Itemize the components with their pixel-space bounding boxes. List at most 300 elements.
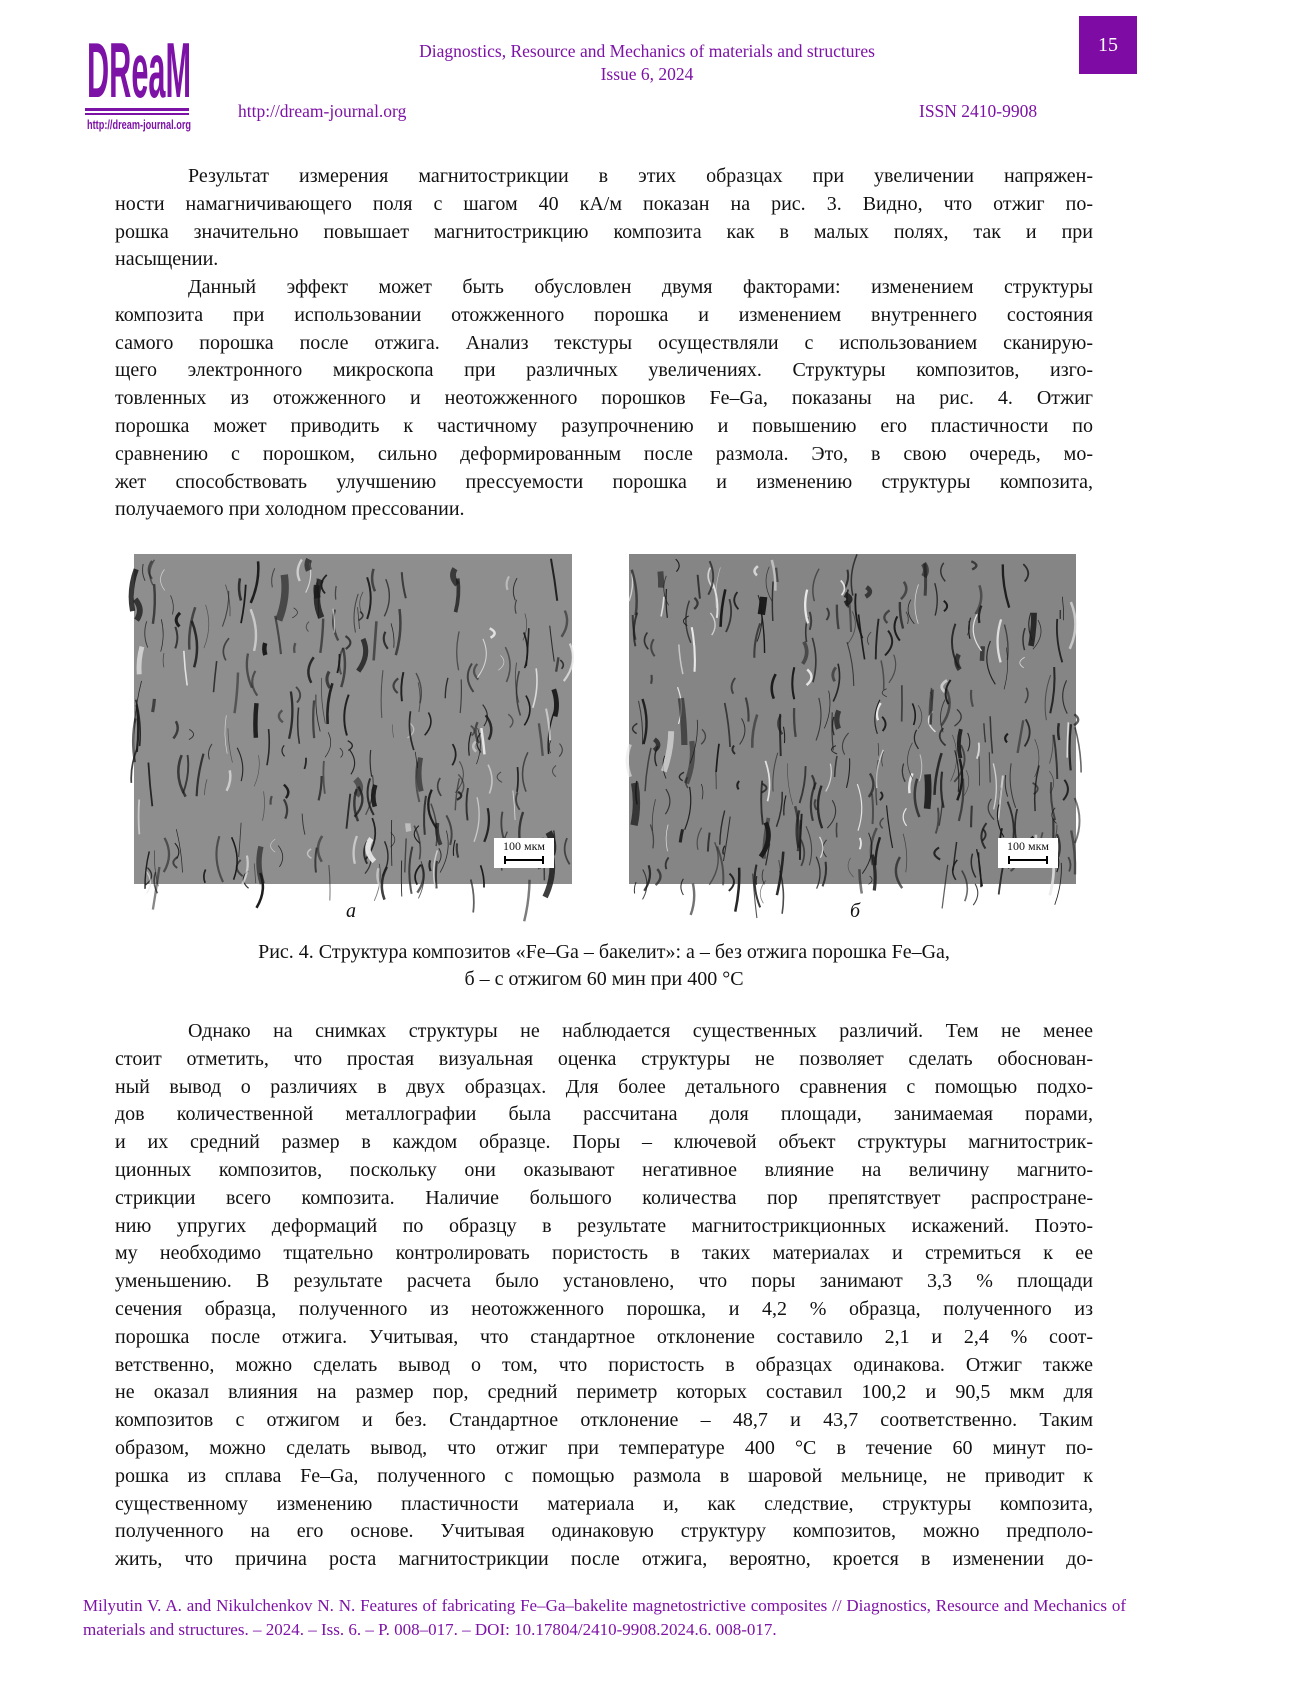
pore-mark	[686, 601, 691, 643]
pore-mark	[497, 772, 502, 782]
pore-mark	[279, 575, 285, 621]
pore-mark	[304, 758, 306, 769]
pore-mark	[651, 639, 654, 656]
pore-mark	[223, 638, 229, 660]
pore-mark	[370, 750, 372, 777]
pore-mark	[319, 776, 322, 800]
pore-mark	[835, 756, 837, 777]
subfigure-label-a: а	[346, 900, 356, 923]
pore-mark	[232, 837, 238, 879]
pore-mark	[645, 748, 651, 791]
pore-mark	[1075, 727, 1081, 772]
pore-mark	[826, 608, 828, 620]
text-line: композитов с отжигом и без. Стандартное отклонение – 48,7 и 43,7 соответственно. Таким	[115, 1407, 1093, 1435]
pore-mark	[882, 689, 887, 697]
text-line: не оказал влияния на размер пор, средний периметр которых составил 100,2 и 90,5 мкм для	[115, 1379, 1093, 1407]
pore-mark	[153, 867, 160, 910]
pore-mark	[561, 611, 567, 637]
pore-mark	[225, 715, 227, 753]
pore-mark	[367, 577, 371, 619]
pore-mark	[1025, 719, 1030, 746]
pore-mark	[959, 729, 961, 758]
pore-mark	[936, 808, 939, 834]
pore-mark	[752, 715, 757, 748]
pore-mark	[685, 787, 691, 830]
pore-mark	[884, 610, 889, 623]
text-line: ности намагничивающего поля с шагом 40 кА/м показан на рис. 3. Видно, что отжиг по-	[115, 191, 1093, 219]
pore-mark	[327, 671, 330, 687]
pore-mark	[837, 605, 839, 630]
pore-mark	[784, 795, 786, 815]
pore-mark	[460, 679, 461, 713]
scale-bar-b	[998, 838, 1058, 868]
pore-mark	[163, 653, 164, 667]
pore-mark	[251, 609, 256, 651]
pore-mark	[160, 569, 164, 590]
pore-mark	[692, 627, 695, 672]
pore-mark	[425, 713, 431, 736]
pore-mark	[468, 663, 474, 691]
pore-mark	[323, 761, 324, 794]
pore-mark	[766, 567, 772, 602]
pore-mark	[783, 727, 784, 743]
pore-mark	[849, 601, 851, 632]
pore-mark	[867, 632, 871, 645]
pore-mark	[812, 638, 816, 682]
pore-mark	[993, 763, 996, 809]
journal-title: Diagnostics, Resource and Mechanics of materials and structures	[0, 41, 1294, 62]
pore-mark	[847, 642, 854, 686]
pore-mark	[306, 622, 309, 632]
pore-mark	[354, 594, 358, 633]
pore-mark	[984, 723, 986, 742]
pore-mark	[709, 842, 718, 885]
pore-mark	[237, 748, 243, 781]
pore-mark	[872, 793, 873, 824]
pore-mark	[1025, 688, 1028, 703]
pore-mark	[746, 698, 749, 722]
pore-mark	[816, 857, 820, 889]
text-line: уменьшению. В результате расчета было установлено, что поры занимают 3,3 % площади	[115, 1268, 1093, 1296]
text-line: му необходимо тщательно контролировать пористость в таких материалах и стремиться к ее	[115, 1240, 1093, 1268]
pore-mark	[360, 592, 363, 614]
pore-mark	[894, 616, 899, 640]
pore-mark	[716, 744, 719, 772]
pore-mark	[272, 568, 275, 587]
pore-mark	[1067, 722, 1068, 757]
pore-mark	[787, 763, 792, 804]
pore-mark	[173, 721, 177, 738]
pore-mark	[171, 595, 174, 614]
pore-mark	[880, 818, 884, 828]
pore-mark	[962, 871, 967, 902]
pore-mark	[176, 829, 182, 872]
pore-mark	[457, 843, 458, 857]
pore-mark	[373, 785, 375, 807]
pore-mark	[539, 723, 543, 756]
text-line: и их средний размер в каждом образце. Поры – ключевой объект структуры магнитострик-	[115, 1129, 1093, 1157]
pore-mark	[934, 848, 940, 860]
pore-mark	[550, 626, 554, 662]
text-line: щего электронного микроскопа при различных увеличениях. Структуры композитов, изго-	[115, 357, 1093, 385]
text-line: товленных из отожженного и неотожженного порошков Fe–Ga, показаны на рис. 4. Отжиг	[115, 385, 1093, 413]
pore-mark	[661, 597, 664, 617]
pore-mark	[841, 581, 845, 596]
pore-mark	[650, 824, 653, 848]
pore-mark	[912, 703, 915, 725]
pore-mark	[228, 728, 233, 762]
pore-mark	[1071, 831, 1075, 875]
pore-mark	[971, 806, 972, 828]
pore-mark	[919, 754, 921, 781]
scale-bar-a	[494, 838, 554, 868]
pore-mark	[457, 792, 461, 800]
pore-mark	[175, 627, 177, 649]
pore-mark	[384, 579, 389, 616]
pore-mark	[241, 585, 246, 624]
pore-mark	[490, 628, 495, 637]
pore-mark	[374, 621, 377, 660]
pore-mark	[882, 717, 885, 731]
pore-mark	[998, 776, 1003, 821]
pore-mark	[263, 791, 265, 820]
pore-mark	[968, 733, 970, 751]
pore-mark	[826, 764, 832, 792]
pore-mark	[142, 564, 145, 581]
pore-mark	[481, 728, 484, 754]
pore-mark	[1005, 775, 1007, 797]
pore-mark	[953, 842, 957, 871]
pore-mark	[765, 761, 769, 801]
pore-mark	[173, 857, 177, 868]
pore-mark	[681, 698, 684, 745]
pore-mark	[153, 699, 155, 712]
pore-mark	[842, 733, 848, 755]
pore-mark	[734, 592, 738, 609]
pore-mark	[139, 800, 140, 835]
pore-mark	[271, 839, 276, 852]
pore-mark	[153, 584, 155, 624]
pore-mark	[679, 772, 684, 781]
pore-mark	[471, 879, 474, 912]
pore-mark	[457, 631, 459, 670]
pore-mark	[676, 559, 679, 571]
pore-mark	[681, 879, 683, 895]
text-line: жет способствовать улучшению прессуемости порошка и изменению структуры композита,	[115, 469, 1093, 497]
pore-mark	[560, 660, 563, 669]
paragraph-2	[115, 274, 1093, 524]
pore-mark	[629, 573, 633, 601]
pore-mark	[896, 857, 902, 888]
pore-mark	[666, 857, 669, 869]
pore-mark	[175, 843, 179, 858]
pore-mark	[627, 744, 630, 776]
pore-mark	[533, 668, 537, 707]
pore-mark	[860, 838, 861, 849]
pore-mark	[316, 695, 320, 732]
pore-mark	[881, 660, 884, 689]
pore-mark	[800, 766, 806, 803]
pore-mark	[903, 834, 907, 873]
pore-mark	[508, 714, 513, 727]
pore-mark	[402, 572, 406, 598]
text-line: Результат измерения магнитострикции в этих образцах при увеличении напряжен-	[115, 163, 1093, 191]
pore-mark	[889, 655, 896, 683]
pore-mark	[1062, 597, 1063, 621]
pore-mark	[973, 884, 978, 905]
pore-mark	[760, 881, 765, 904]
pore-mark	[665, 789, 670, 814]
pore-mark	[810, 612, 812, 630]
pore-mark	[701, 784, 703, 799]
pore-mark	[887, 805, 893, 847]
pore-mark	[192, 621, 197, 667]
pore-mark	[735, 868, 739, 912]
pore-mark	[189, 729, 194, 739]
pore-mark	[251, 561, 259, 603]
pore-mark	[918, 705, 922, 729]
pore-mark	[405, 838, 406, 872]
pore-mark	[148, 763, 152, 807]
pore-mark	[279, 710, 283, 722]
pore-mark	[944, 601, 947, 611]
pore-mark	[901, 582, 906, 599]
pore-mark	[914, 730, 918, 749]
pore-mark	[1054, 735, 1058, 779]
pore-mark	[516, 792, 520, 809]
pore-mark	[205, 779, 207, 795]
pore-mark	[776, 792, 782, 827]
pore-mark	[941, 563, 946, 581]
pore-mark	[473, 742, 476, 752]
pore-mark	[358, 639, 365, 671]
pore-mark	[282, 745, 285, 756]
pore-mark	[698, 575, 700, 599]
pore-mark	[805, 590, 808, 624]
pore-mark	[325, 732, 331, 757]
text-line: порошка после отжига. Учитывая, что стандартное отклонение составило 2,1 и 2,4 % соот-	[115, 1324, 1093, 1352]
journal-url-link[interactable]: http://dream-journal.org	[238, 101, 406, 122]
pore-mark	[517, 767, 518, 792]
pore-mark	[1050, 735, 1054, 764]
pore-mark	[419, 758, 421, 792]
pore-mark	[925, 563, 926, 595]
pore-mark	[1010, 763, 1016, 807]
pore-mark	[632, 570, 637, 615]
pore-mark	[866, 587, 870, 597]
text-line: порошка может приводить к частичному разупрочнению и повышению его пластичности по	[115, 413, 1093, 441]
pore-mark	[204, 605, 209, 648]
pore-mark	[987, 641, 996, 684]
pore-mark	[556, 657, 558, 671]
pore-mark	[824, 691, 830, 729]
pore-mark	[652, 799, 655, 830]
text-line: рошка из сплава Fe–Ga, полученного с помощью размола в шаровой мельнице, не приводит к	[115, 1463, 1093, 1491]
citation-footer: Milyutin V. A. and Nikulchenkov N. N. Features of fabricating Fe–Ga–bakelite magnetostrictive composites // Diagnostics, Resource and Mechanics of materials and structures. – 2024. – Iss. 6. – P. 008–017. – DOI: 10.17804/2410-9908.2024.6. 008-017.	[83, 1594, 1126, 1641]
text-line: полученного на его основе. Учитывая одинаковую структуру композитов, можно предполо-	[115, 1518, 1093, 1546]
pore-mark	[161, 619, 163, 651]
pore-mark	[927, 774, 928, 808]
pore-mark	[481, 865, 484, 887]
pore-mark	[294, 643, 295, 653]
pore-mark	[794, 708, 796, 737]
micrograph-a	[134, 554, 572, 884]
pore-mark	[235, 673, 238, 714]
pore-mark	[664, 731, 671, 771]
text-line: жить, что причина роста магнитострикции после отжига, вероятно, кроется в изменении до-	[115, 1546, 1093, 1574]
pore-mark	[772, 582, 773, 621]
pore-mark	[906, 612, 908, 624]
pore-mark	[740, 718, 745, 744]
pore-mark	[837, 711, 839, 729]
pore-mark	[284, 799, 287, 818]
pore-mark	[708, 833, 710, 852]
pore-mark	[222, 591, 228, 627]
pore-mark	[358, 607, 360, 629]
text-line: стрикции всего композита. Наличие большого количества пор препятствует распростране-	[115, 1185, 1093, 1213]
pore-mark	[859, 869, 861, 893]
pore-mark	[358, 612, 362, 621]
issue-label: Issue 6, 2024	[0, 64, 1294, 85]
pore-mark	[885, 631, 892, 656]
pore-mark	[634, 783, 636, 825]
pore-mark	[227, 770, 231, 790]
figure-caption-line-2: б – с отжигом 60 мин при 400 °С	[0, 968, 1208, 991]
pore-mark	[176, 613, 180, 627]
pore-mark	[346, 794, 350, 829]
pore-mark	[505, 647, 510, 682]
pore-mark	[964, 770, 969, 796]
pore-mark	[876, 619, 879, 660]
pore-mark	[254, 863, 256, 883]
pore-mark	[792, 667, 794, 699]
pore-mark	[973, 614, 981, 651]
pore-mark	[318, 836, 322, 862]
pore-mark	[315, 848, 316, 873]
pore-mark	[633, 723, 638, 733]
issn-label: ISSN 2410-9908	[919, 101, 1037, 122]
pore-mark	[264, 643, 265, 655]
pore-mark	[552, 765, 556, 776]
pore-mark	[656, 869, 661, 885]
paragraph-3	[115, 1018, 1093, 1574]
pore-mark	[942, 865, 948, 909]
pore-mark	[384, 632, 388, 649]
pore-mark	[466, 788, 468, 820]
pore-mark	[488, 765, 492, 794]
pore-mark	[1068, 857, 1070, 872]
pore-mark	[846, 758, 849, 787]
pore-mark	[818, 786, 822, 829]
pore-mark	[396, 609, 401, 655]
text-line: получаемого при холодном прессовании.	[115, 496, 1093, 524]
svg-text:http://dream-journal.org: http://dream-journal.org	[87, 117, 191, 132]
pore-mark	[643, 870, 647, 900]
pore-mark	[278, 846, 283, 867]
pore-mark	[754, 566, 757, 575]
pore-mark	[271, 796, 272, 805]
pore-mark	[424, 796, 426, 835]
pore-mark	[429, 860, 430, 871]
pore-mark	[549, 740, 551, 753]
pore-mark	[131, 569, 136, 611]
pore-mark	[859, 614, 865, 659]
pore-mark	[915, 584, 919, 623]
pore-mark	[737, 781, 739, 789]
pore-mark	[1063, 780, 1068, 800]
pore-mark	[507, 576, 509, 589]
pore-mark	[1075, 798, 1080, 843]
pore-mark	[298, 560, 302, 581]
pore-mark	[321, 575, 326, 594]
pore-mark	[418, 682, 420, 712]
pore-mark	[469, 732, 472, 756]
pore-mark	[851, 554, 857, 595]
text-line: рошка значительно повышает магнитострикцию композита как в малых полях, так и при	[115, 219, 1093, 247]
pore-mark	[833, 717, 835, 735]
pore-mark	[392, 724, 393, 737]
pore-mark	[445, 678, 448, 699]
pore-mark	[239, 578, 241, 600]
pore-mark	[254, 755, 259, 786]
pore-mark	[772, 674, 776, 699]
pore-mark	[878, 743, 879, 756]
pore-mark	[183, 755, 188, 793]
pore-mark	[803, 642, 807, 664]
text-line: ный вывод о различиях в двух образцах. Для более детального сравнения с помощью подхо-	[115, 1074, 1093, 1102]
pore-mark	[292, 608, 297, 618]
pore-mark	[350, 750, 355, 774]
pore-mark	[710, 613, 715, 635]
pore-mark	[880, 792, 883, 800]
text-line: образом, можно сделать вывод, что отжиг при температуре 400 °С в течение 60 минут по-	[115, 1435, 1093, 1463]
pore-mark	[823, 862, 827, 887]
pore-mark	[226, 585, 231, 617]
pore-mark	[438, 778, 441, 796]
pore-mark	[164, 838, 169, 872]
pore-mark	[679, 645, 683, 675]
pore-mark	[409, 847, 412, 894]
pore-mark	[382, 841, 388, 876]
pore-mark	[339, 648, 343, 674]
pore-mark	[935, 583, 937, 615]
text-line: насыщении.	[115, 246, 1093, 274]
pore-mark	[559, 744, 562, 757]
pore-mark	[1074, 714, 1078, 725]
pore-mark	[515, 600, 516, 614]
text-line: ционных композитов, поскольку они оказывают негативное влияние на величину магнито-	[115, 1157, 1093, 1185]
subfigure-label-b: б	[850, 900, 860, 923]
micrograph-b	[629, 554, 1076, 884]
pore-mark	[691, 884, 695, 915]
pore-mark	[1003, 564, 1009, 607]
pore-mark	[284, 785, 288, 799]
text-line: сечения образца, полученного из неотожженного порошка, и 4,2 % образца, полученного из	[115, 1296, 1093, 1324]
pore-mark	[321, 678, 325, 724]
pore-mark	[139, 647, 142, 675]
pore-mark	[415, 865, 421, 885]
pore-mark	[833, 667, 836, 681]
pore-mark	[239, 823, 241, 857]
pore-mark	[1070, 724, 1071, 770]
pore-mark	[437, 823, 441, 845]
pore-mark	[1045, 675, 1050, 720]
pore-mark	[204, 870, 206, 883]
pore-mark	[214, 661, 217, 692]
pore-mark	[915, 779, 920, 817]
pore-mark	[208, 744, 211, 760]
pore-mark	[455, 778, 459, 810]
